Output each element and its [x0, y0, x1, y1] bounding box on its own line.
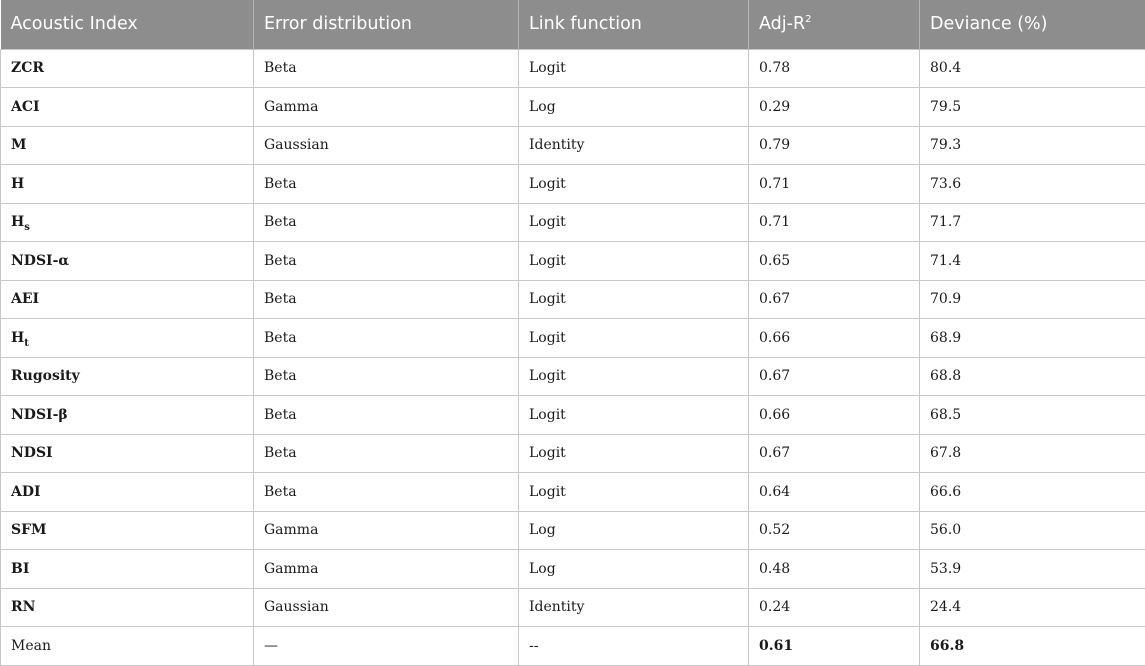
- cell-error-distribution: Beta: [254, 242, 519, 281]
- cell-adj-r2: 0.67: [749, 434, 920, 473]
- cell-acoustic-index: [1, 280, 254, 319]
- acoustic-index-name: ZCR: [11, 60, 44, 76]
- cell-deviance: 24.4: [920, 588, 1145, 627]
- table-row: [1, 434, 1145, 473]
- cell-deviance: 70.9: [920, 280, 1145, 319]
- cell-adj-r2: 0.52: [749, 511, 920, 550]
- acoustic-index-subscript: s: [24, 222, 30, 233]
- mean-row: [1, 627, 1145, 666]
- cell-link-function: Logit: [519, 49, 749, 88]
- cell-adj-r2: 0.65: [749, 242, 920, 281]
- cell-adj-r2: 0.67: [749, 280, 920, 319]
- cell-adj-r2: 0.29: [749, 88, 920, 127]
- cell-acoustic-index: [1, 434, 254, 473]
- cell-link-function: Logit: [519, 396, 749, 435]
- cell-acoustic-index: [1, 357, 254, 396]
- cell-link-function: Logit: [519, 434, 749, 473]
- cell-deviance: 66.6: [920, 473, 1145, 512]
- cell-acoustic-index: [1, 396, 254, 435]
- cell-acoustic-index: [1, 588, 254, 627]
- table-row: [1, 588, 1145, 627]
- cell-mean-link-function: --: [519, 627, 749, 666]
- cell-deviance: 79.3: [920, 126, 1145, 165]
- cell-deviance: 68.8: [920, 357, 1145, 396]
- cell-acoustic-index: [1, 319, 254, 358]
- header-error-distribution: Error distribution: [254, 0, 519, 49]
- acoustic-index-name: RN: [11, 599, 35, 615]
- cell-adj-r2: 0.71: [749, 203, 920, 242]
- cell-error-distribution: Gamma: [254, 550, 519, 589]
- cell-deviance: 56.0: [920, 511, 1145, 550]
- cell-error-distribution: Gamma: [254, 511, 519, 550]
- header-adj-r2: [749, 0, 920, 49]
- table-row: [1, 550, 1145, 589]
- acoustic-index-name: M: [11, 137, 27, 153]
- table-row: [1, 242, 1145, 281]
- cell-link-function: Log: [519, 511, 749, 550]
- cell-deviance: 53.9: [920, 550, 1145, 589]
- acoustic-index-name: NDSI-α: [11, 253, 69, 269]
- cell-acoustic-index: [1, 126, 254, 165]
- acoustic-index-name: ACI: [11, 99, 40, 115]
- cell-link-function: Identity: [519, 588, 749, 627]
- acoustic-index-name: SFM: [11, 522, 47, 538]
- cell-error-distribution: Gaussian: [254, 126, 519, 165]
- cell-adj-r2: 0.66: [749, 319, 920, 358]
- table-row: [1, 203, 1145, 242]
- cell-deviance: 67.8: [920, 434, 1145, 473]
- cell-error-distribution: Beta: [254, 396, 519, 435]
- acoustic-index-name: H: [11, 330, 24, 346]
- cell-acoustic-index: [1, 550, 254, 589]
- cell-error-distribution: Beta: [254, 434, 519, 473]
- cell-link-function: Log: [519, 550, 749, 589]
- cell-error-distribution: Beta: [254, 357, 519, 396]
- cell-mean-label: Mean: [1, 627, 254, 666]
- table-row: [1, 357, 1145, 396]
- cell-acoustic-index: [1, 242, 254, 281]
- table-row: [1, 165, 1145, 204]
- cell-error-distribution: Beta: [254, 203, 519, 242]
- table-row: [1, 88, 1145, 127]
- cell-mean-error-distribution: —: [254, 627, 519, 666]
- cell-mean-deviance: 66.8: [920, 627, 1145, 666]
- table-row: [1, 319, 1145, 358]
- cell-adj-r2: 0.79: [749, 126, 920, 165]
- cell-link-function: Log: [519, 88, 749, 127]
- cell-link-function: Logit: [519, 319, 749, 358]
- cell-error-distribution: Beta: [254, 280, 519, 319]
- cell-deviance: 71.7: [920, 203, 1145, 242]
- cell-error-distribution: Beta: [254, 319, 519, 358]
- acoustic-index-name: BI: [11, 561, 29, 577]
- acoustic-index-name: H: [11, 214, 24, 230]
- acoustic-index-name: Rugosity: [11, 368, 80, 384]
- cell-link-function: Logit: [519, 203, 749, 242]
- cell-acoustic-index: [1, 49, 254, 88]
- header-link-function: Link function: [519, 0, 749, 49]
- cell-link-function: Logit: [519, 473, 749, 512]
- cell-deviance: 80.4: [920, 49, 1145, 88]
- cell-deviance: 68.9: [920, 319, 1145, 358]
- acoustic-index-name: NDSI-β: [11, 407, 68, 423]
- cell-adj-r2: 0.66: [749, 396, 920, 435]
- table-row: [1, 49, 1145, 88]
- cell-adj-r2: 0.64: [749, 473, 920, 512]
- cell-deviance: 71.4: [920, 242, 1145, 281]
- cell-link-function: Logit: [519, 357, 749, 396]
- cell-deviance: 79.5: [920, 88, 1145, 127]
- cell-error-distribution: Beta: [254, 165, 519, 204]
- acoustic-index-name: ADI: [11, 484, 41, 500]
- cell-error-distribution: Beta: [254, 49, 519, 88]
- table-row: [1, 126, 1145, 165]
- cell-adj-r2: 0.67: [749, 357, 920, 396]
- cell-adj-r2: 0.71: [749, 165, 920, 204]
- header-acoustic-index: Acoustic Index: [1, 0, 254, 49]
- cell-acoustic-index: [1, 473, 254, 512]
- cell-error-distribution: Beta: [254, 473, 519, 512]
- header-adj-r2-text: Adj-R: [759, 14, 805, 34]
- header-row: [1, 0, 1145, 49]
- cell-deviance: 68.5: [920, 396, 1145, 435]
- table-row: [1, 396, 1145, 435]
- cell-acoustic-index: [1, 88, 254, 127]
- cell-error-distribution: Gamma: [254, 88, 519, 127]
- cell-error-distribution: Gaussian: [254, 588, 519, 627]
- cell-acoustic-index: [1, 511, 254, 550]
- table-row: [1, 511, 1145, 550]
- acoustic-index-name: NDSI: [11, 445, 53, 461]
- cell-acoustic-index: [1, 203, 254, 242]
- header-adj-r2-superscript: 2: [805, 14, 811, 25]
- header-deviance: Deviance (%): [920, 0, 1145, 49]
- table-row: [1, 473, 1145, 512]
- cell-adj-r2: 0.24: [749, 588, 920, 627]
- acoustic-index-name: H: [11, 176, 24, 192]
- acoustic-index-name: AEI: [11, 291, 39, 307]
- acoustic-index-subscript: t: [24, 338, 29, 349]
- cell-deviance: 73.6: [920, 165, 1145, 204]
- cell-link-function: Logit: [519, 242, 749, 281]
- cell-link-function: Logit: [519, 165, 749, 204]
- cell-link-function: Identity: [519, 126, 749, 165]
- cell-link-function: Logit: [519, 280, 749, 319]
- cell-mean-adj-r2: 0.61: [749, 627, 920, 666]
- table-row: [1, 280, 1145, 319]
- cell-adj-r2: 0.78: [749, 49, 920, 88]
- cell-adj-r2: 0.48: [749, 550, 920, 589]
- cell-acoustic-index: [1, 165, 254, 204]
